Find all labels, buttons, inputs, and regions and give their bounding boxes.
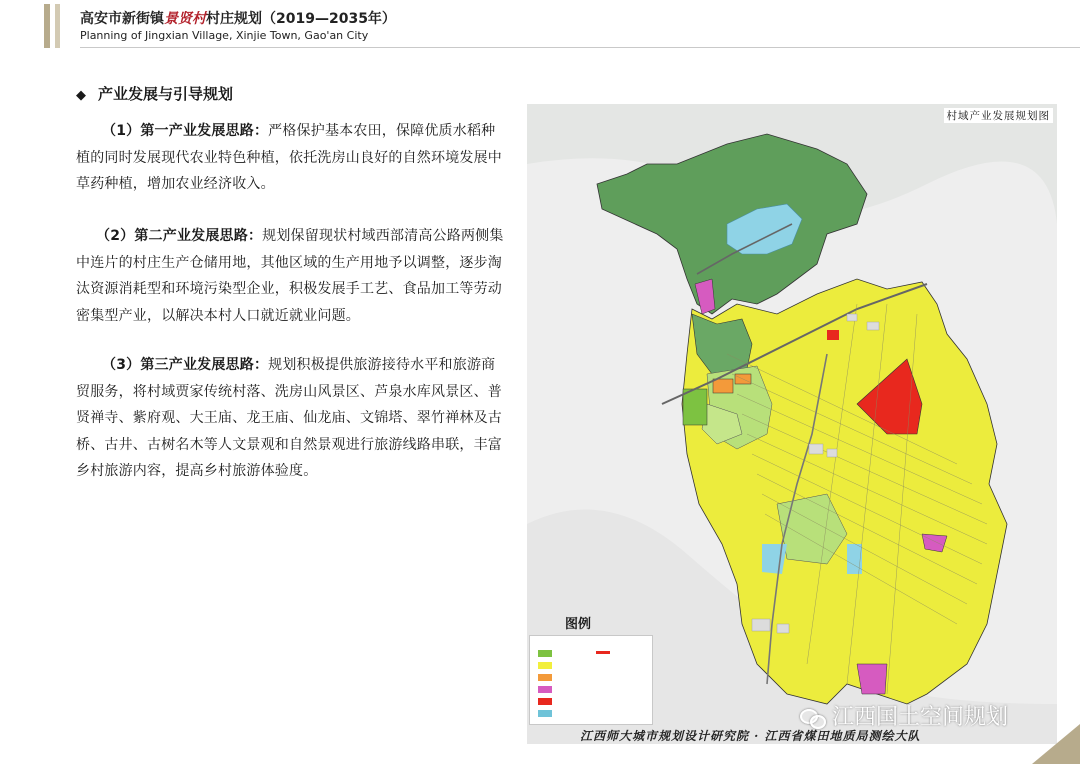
title-village-name: 景贤村	[164, 11, 206, 27]
map-footer-credit: 江西师大城市规划设计研究院 · 江西省煤田地质局测绘大队	[580, 729, 921, 743]
page-corner-accent	[1032, 724, 1080, 764]
map-title: 村域产业发展规划图	[944, 108, 1054, 123]
legend-swatch-red	[538, 698, 552, 705]
legend-swatch-orange	[538, 674, 552, 681]
paragraph-body: 规划保留现状村域西部清高公路两侧集中连片的村庄生产仓储用地，其他区域的生产用地予以调整，逐步淘汰资源消耗型和环境污染型企业，积极发展手工艺、食品加工等劳动密集型产业，以解决本村人口就近就业问题。	[76, 228, 504, 324]
document-subtitle: Planning of Jingxian Village, Xinjie Town, Gao'an City	[80, 29, 369, 42]
header-divider	[80, 47, 1080, 48]
wechat-icon	[800, 707, 828, 729]
paragraph-lead: （3）第三产业发展思路：	[102, 357, 269, 373]
title-prefix: 高安市新街镇	[80, 11, 164, 27]
watermark	[800, 700, 1008, 731]
industry-plan-map	[527, 104, 1057, 744]
orange-zone	[713, 379, 733, 393]
paragraph-secondary-industry	[76, 223, 508, 329]
paragraph-primary-industry	[76, 118, 508, 198]
paragraph-tertiary-industry	[76, 352, 508, 485]
paragraph-body: 规划积极提供旅游接待水平和旅游商贸服务，将村域贾家传统村落、洗房山风景区、芦泉水库风景区、普贤禅寺、紫府观、大王庙、龙王庙、仙龙庙、文锦塔、翠竹禅林及古桥、古井、古树名木等人文景观和自然景观进行旅游线路串联，丰富乡村旅游内容，提高乡村旅游体验度。	[76, 357, 502, 479]
tourism-zone	[857, 664, 887, 694]
paragraph-body: 严格保护基本农田，保障优质水稻种植的同时发展现代农业特色种植，依托洗房山良好的自然环境发展中草药种植，增加农业经济收入。	[76, 123, 502, 192]
watermark-text: 江西国土空间规划	[832, 705, 1009, 730]
header-accent-bar-light	[55, 4, 60, 48]
paragraph-lead: （1）第一产业发展思路：	[102, 123, 269, 139]
header-accent-bar	[44, 4, 50, 48]
legend-swatch-green	[538, 650, 552, 657]
map-legend	[529, 635, 653, 725]
industry-zone-small	[827, 330, 839, 340]
paragraph-lead: （2）第二产业发展思路：	[96, 228, 263, 244]
section-heading-text: 产业发展与引导规划	[98, 85, 234, 103]
legend-title: 图例	[565, 617, 592, 632]
green-zone	[683, 389, 707, 425]
legend-swatch-yellow	[538, 662, 552, 669]
document-title	[80, 8, 396, 28]
legend-swatch-road	[596, 651, 610, 654]
section-heading	[76, 83, 233, 104]
legend-swatch-magenta	[538, 686, 552, 693]
title-suffix: 村庄规划（2019—2035年）	[206, 11, 396, 27]
legend-swatch-cyan	[538, 710, 552, 717]
diamond-bullet-icon: ◆	[76, 88, 86, 103]
